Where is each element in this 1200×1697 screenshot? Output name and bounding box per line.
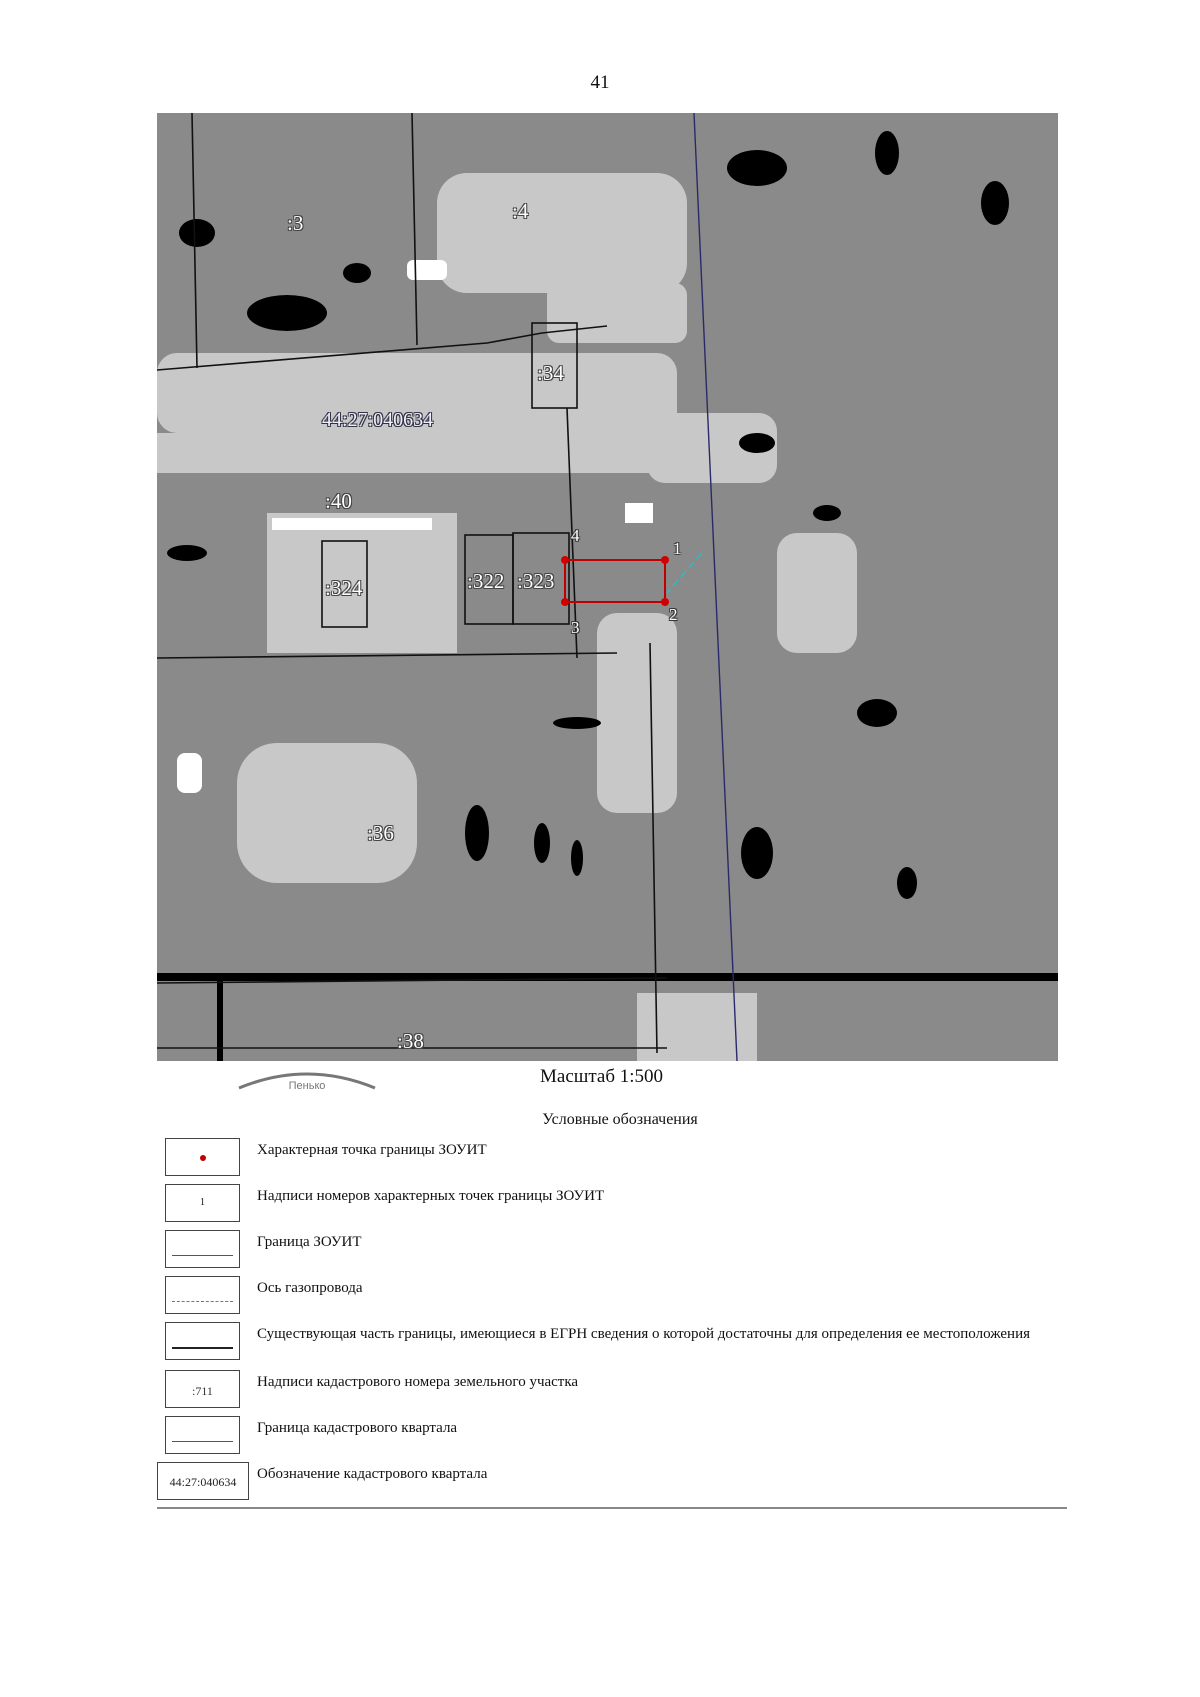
legend-item xyxy=(157,1462,1067,1508)
legend-symbol-cad-number xyxy=(165,1370,240,1408)
cadastral-quarter-label: 44:27:040634 xyxy=(322,409,434,431)
parcel-label: :324 xyxy=(325,576,363,600)
stamp-fragment xyxy=(237,1068,377,1090)
legend-item xyxy=(157,1276,1067,1322)
legend-symbol-text: 1 xyxy=(200,1197,205,1208)
legend-symbol-point xyxy=(165,1138,240,1176)
legend-symbol-dash xyxy=(165,1276,240,1314)
legend-symbol-line xyxy=(165,1416,240,1454)
zouit-point-4 xyxy=(561,556,569,564)
legend-text: Характерная точка границы ЗОУИТ xyxy=(257,1142,487,1158)
legend-item xyxy=(157,1230,1067,1276)
zouit-boundary xyxy=(565,560,665,602)
legend-item xyxy=(157,1370,1067,1416)
zouit-points xyxy=(561,556,669,606)
gas-axis-line xyxy=(667,553,702,593)
legend xyxy=(157,1138,1067,1508)
legend-text: Надписи кадастрового номера земельного участка xyxy=(257,1374,579,1390)
legend-item xyxy=(157,1416,1067,1462)
parcel-label: :3 xyxy=(287,211,304,235)
zouit-point-2 xyxy=(661,598,669,606)
parcel-label: :4 xyxy=(512,199,529,223)
legend-title: Условные обозначения xyxy=(542,1111,698,1128)
parcel-label: :322 xyxy=(467,569,505,593)
parcel-label: :36 xyxy=(367,821,394,845)
map-drawing xyxy=(157,113,1058,1061)
legend-text: Граница ЗОУИТ xyxy=(257,1234,362,1250)
bottom-rule xyxy=(157,1507,1067,1509)
point-label-2: 2 xyxy=(669,605,678,624)
line-icon xyxy=(172,1255,233,1256)
legend-text: Граница кадастрового квартала xyxy=(257,1420,458,1436)
legend-item xyxy=(157,1322,1067,1370)
legend-symbol-number xyxy=(165,1184,240,1222)
dashed-line-icon xyxy=(172,1301,233,1302)
zouit-point-1 xyxy=(661,556,669,564)
svg-text:Пенькo: Пенькo xyxy=(288,1080,326,1090)
parcel-label: :40 xyxy=(325,489,352,513)
red-dot-icon xyxy=(200,1155,206,1161)
page-number: 41 xyxy=(590,72,610,93)
point-label-4: 4 xyxy=(571,526,580,545)
parcel-label: :38 xyxy=(397,1029,424,1053)
zouit-point-3 xyxy=(561,598,569,606)
legend-item xyxy=(157,1138,1067,1184)
point-label-3: 3 xyxy=(571,618,580,637)
legend-symbol-quarter xyxy=(157,1462,249,1500)
legend-symbol-line xyxy=(165,1230,240,1268)
legend-text: Надписи номеров характерных точек границы ЗОУИТ xyxy=(257,1188,605,1204)
legend-text: Ось газопровода xyxy=(257,1280,363,1296)
legend-item xyxy=(157,1184,1067,1230)
legend-symbol-thick-line xyxy=(165,1322,240,1360)
legend-symbol-text: 44:27:040634 xyxy=(169,1475,237,1489)
legend-text: Обозначение кадастрового квартала xyxy=(257,1466,488,1482)
cadastral-map[interactable] xyxy=(157,113,1058,1061)
line-icon xyxy=(172,1441,233,1442)
thick-line-icon xyxy=(172,1347,233,1349)
quarter-boundary-line xyxy=(694,113,737,1061)
legend-symbol-text: :711 xyxy=(192,1384,213,1398)
parcel-label: :323 xyxy=(517,569,555,593)
point-label-1: 1 xyxy=(673,539,682,558)
parcel-label: :34 xyxy=(537,361,564,385)
map-scale: Масштаб 1:500 xyxy=(540,1066,664,1087)
legend-text: Существующая часть границы, имеющиеся в ЕГРН сведения о которой достаточны для определения ее местоположения xyxy=(257,1326,1030,1342)
